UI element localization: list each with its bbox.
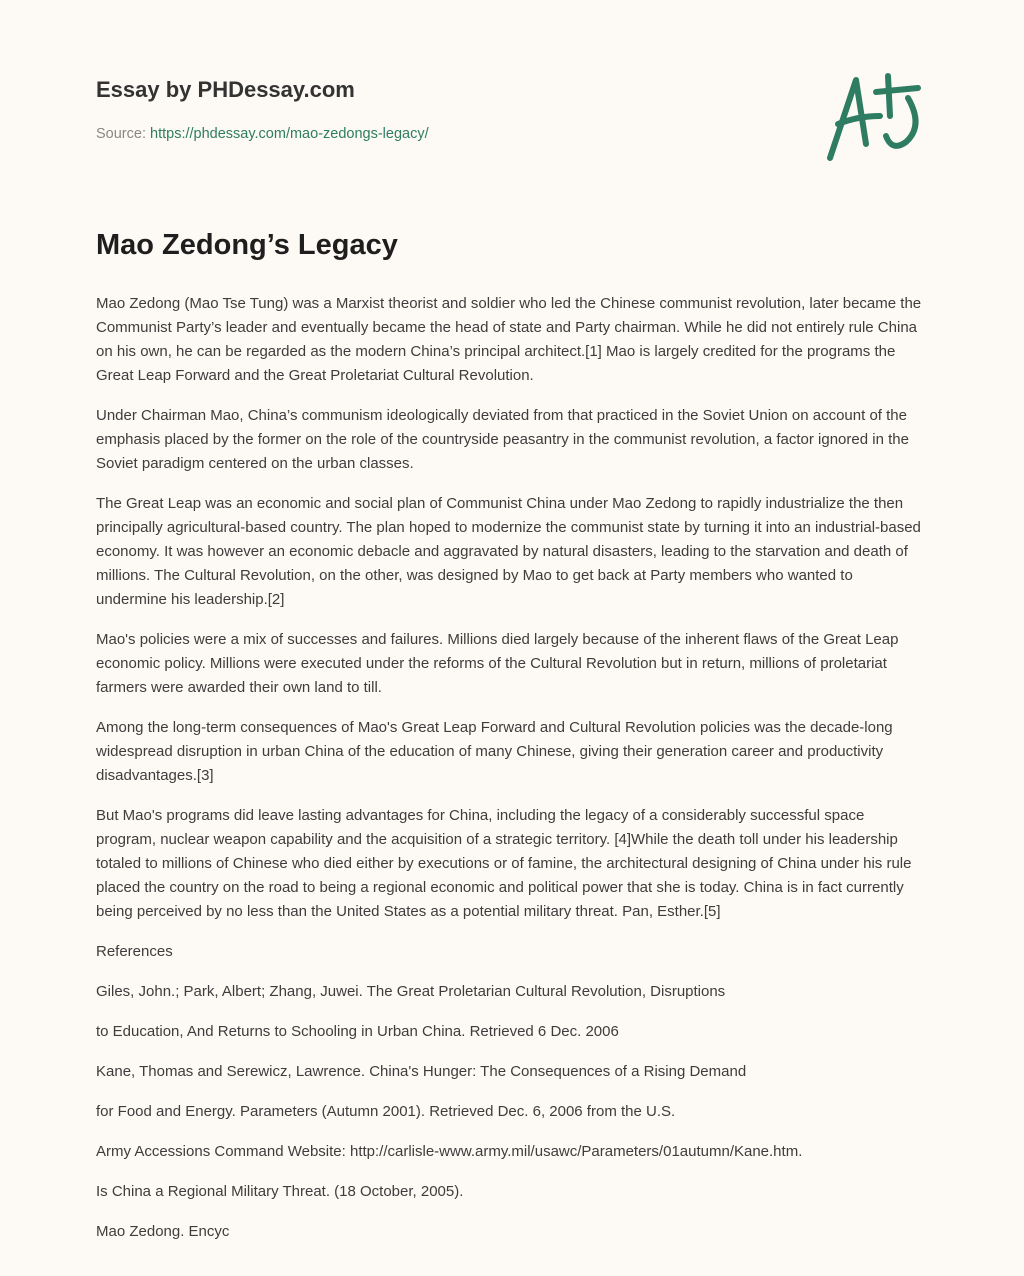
source-link[interactable]: https://phdessay.com/mao-zedongs-legacy/ — [150, 126, 429, 142]
essay-paragraph: Mao's policies were a mix of successes and failures. Millions died largely because of the inherent flaws of the Great Leap economic policy. Millions were executed under the reforms of the Cultural Revolution but in return, millions of proletariat farmers were awarded their own land to till. — [96, 631, 899, 696]
brand-title: Essay by PHDessay.com — [96, 77, 355, 102]
essay-body — [96, 292, 926, 1244]
essay-paragraph: But Mao's programs did leave lasting advantages for China, including the legacy of a considerably successful space program, nuclear weapon capability and the acquisition of a strategic territory. [4]While the death toll under his leadership totaled to millions of Chinese who died either by executions or of famine, the architectural designing of China under his rule placed the country on the road to being a regional economic and political power that she is today. China is in fact currently being perceived by no less than the United States as a potential military threat. Pan, Esther.[5] — [96, 807, 912, 920]
source-label: Source: — [96, 126, 146, 142]
essay-title: Mao Zedong’s Legacy — [96, 229, 398, 261]
reference-line: Mao Zedong. Encyc — [96, 1223, 230, 1240]
essay-paragraph: The Great Leap was an economic and social plan of Communist China under Mao Zedong to rapidly industrialize the then principally agricultural-based country. The plan hoped to modernize the communist state by turning it into an industrial-based economy. It was however an economic debacle and aggravated by natural disasters, leading to the starvation and death of millions. The Cultural Revolution, on the other, was designed by Mao to get back at Party members who wanted to undermine his leadership.[2] — [96, 495, 921, 608]
reference-line: Kane, Thomas and Serewicz, Lawrence. China's Hunger: The Consequences of a Rising Demand — [96, 1063, 747, 1080]
essay-article — [96, 222, 926, 1260]
reference-line: Army Accessions Command Website: http://carlisle-www.army.mil/usawc/Parameters/01autumn/Kane.htm. — [96, 1143, 803, 1160]
essay-paragraph: Among the long-term consequences of Mao's Great Leap Forward and Cultural Revolution policies was the decade-long widespread disruption in urban China of the education of many Chinese, giving their generation career and productivity disadvantages.[3] — [96, 719, 893, 784]
essay-paragraph: Mao Zedong (Mao Tse Tung) was a Marxist theorist and soldier who led the Chinese communist revolution, later became the Communist Party’s leader and eventually became the head of state and Party chairman. While he did not entirely rule China on his own, he can be regarded as the modern China’s principal architect.[1] Mao is largely credited for the programs the Great Leap Forward and the Great Proletariat Cultural Revolution. — [96, 295, 922, 384]
essay-paragraph: Under Chairman Mao, China’s communism ideologically deviated from that practiced in the Soviet Union on account of the emphasis placed by the former on the role of the countryside peasantry in the communist revolution, a factor ignored in the Soviet paradigm centered on the urban classes. — [96, 407, 909, 472]
source-line — [96, 124, 429, 144]
references-heading: References — [96, 943, 173, 960]
page-header — [96, 74, 429, 144]
reference-line: Is China a Regional Military Threat. (18 October, 2005). — [96, 1183, 464, 1200]
reference-line: to Education, And Returns to Schooling in Urban China. Retrieved 6 Dec. 2006 — [96, 1023, 619, 1040]
reference-line: for Food and Energy. Parameters (Autumn 2001). Retrieved Dec. 6, 2006 from the U.S. — [96, 1103, 676, 1120]
a-plus-logo-icon — [818, 66, 928, 166]
reference-line: Giles, John.; Park, Albert; Zhang, Juwei. The Great Proletarian Cultural Revolution, Disruptions — [96, 983, 726, 1000]
